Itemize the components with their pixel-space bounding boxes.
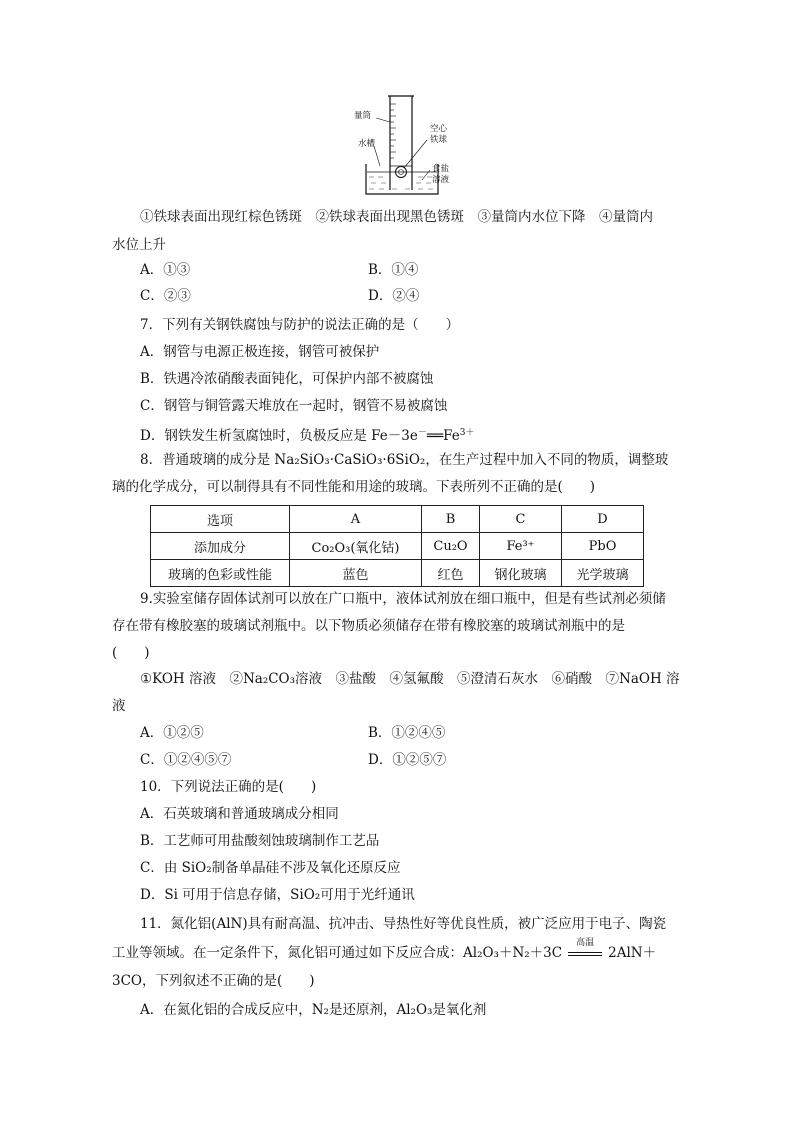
water-trough [366,164,438,194]
q9-stem-3: ( ) [112,645,150,661]
q9-option-a: A．①②⑤ [140,725,204,741]
table-cell: B [422,506,480,533]
q10-option-a: A．石英玻璃和普通玻璃成分相同 [140,806,339,822]
q9-stem-1: 9.实验室储存固体试剂可以放在广口瓶中，液体试剂放在细口瓶中，但是有些试剂必须储 [140,591,666,607]
table-cell: Fe³⁺ [480,533,562,560]
label-ball-2: 铁球 [430,135,448,145]
label-trough: 水槽 [358,139,376,149]
equals-sign: ══ [426,428,444,444]
q10-option-d: D．Si 可用于信息存储，SiO₂可用于光纤通讯 [140,887,415,903]
q9-stem-2: 存在带有橡胶塞的玻璃试剂瓶中。以下物质必须储存在带有橡胶塞的玻璃试剂瓶中的是 [112,618,625,634]
q7-option-b: B．铁遇冷浓硝酸表面钝化，可保护内部不被腐蚀 [140,371,434,387]
label-salt-2: 溶液 [432,175,450,185]
table-cell: A [290,506,422,533]
experiment-figure [352,88,452,200]
table-cell: PbO [562,533,644,560]
fe-ion: Fe [443,428,460,444]
q8-stem-1: 8．普通玻璃的成分是 Na₂SiO₃·CaSiO₃·6SiO₂，在生产过程中加入不同的物质，调整玻 [140,452,669,468]
q11-stem-1: 11．氮化铝(AlN)具有耐高温、抗冲击、导热性好等优良性质，被广泛应用于电子、陶瓷 [140,916,667,932]
q10-option-b: B．工艺师可用盐酸刻蚀玻璃制作工艺品 [140,833,380,849]
q10-stem: 10．下列说法正确的是( ) [140,779,317,795]
q6-option-a: A．①③ [140,262,191,278]
table-row [151,560,644,587]
q7-stem: 7．下列有关钢铁腐蚀与防护的说法正确的是（ ） [140,317,460,333]
fe-charge: 3＋ [459,428,475,438]
label-ball-1: 空心 [430,124,448,134]
q9-items-2: 液 [112,698,126,714]
table-row [151,506,644,533]
q7-option-c: C．钢管与铜管露天堆放在一起时，钢管不易被腐蚀 [140,398,448,414]
q8-stem-2: 璃的化学成分，可以制得具有不同性能和用途的玻璃。下表所列不正确的是( ) [112,479,596,495]
table-cell: Cu₂O [422,533,480,560]
table-cell: 钢化玻璃 [480,560,562,587]
table-cell: C [480,506,562,533]
reaction-condition: 高温 [576,938,595,948]
table-cell: 添加成分 [151,533,290,560]
q10-option-c: C．由 SiO₂制备单晶硅不涉及氧化还原反应 [140,860,401,876]
q7-option-d-pre: D．钢铁发生析氢腐蚀时，负极反应是 Fe－3e [140,428,418,444]
q7-option-d [140,424,474,445]
table-cell: Co₂O₃(氧化钴) [290,533,422,560]
q9-option-d: D．①②⑤⑦ [368,752,447,768]
q11-stem-2 [112,938,657,962]
q6-statements-2: 水位上升 [112,237,166,253]
table-cell: 选项 [151,506,290,533]
q6-option-d: D．②④ [368,288,420,304]
q11-stem-2-pre: 工业等领域。在一定条件下，氮化铝可通过如下反应合成：Al₂O₃＋N₂＋3C [112,945,563,961]
electron-charge: － [417,428,427,438]
q11-option-a: A．在氮化铝的合成反应中，N₂是还原剂，Al₂O₃是氧化剂 [140,1002,487,1018]
q9-option-c: C．①②④⑤⑦ [140,752,232,768]
table-cell: 红色 [422,560,480,587]
table-row [151,533,644,560]
q6-option-c: C．②③ [140,288,191,304]
table-cell: 蓝色 [290,560,422,587]
reaction-arrow [566,938,604,962]
q11-stem-2-post: 2AlN＋ [608,945,657,961]
q9-option-b: B．①②④⑤ [368,725,446,741]
table-cell: 玻璃的色彩或性能 [151,560,290,587]
q6-statements-1: ①铁球表面出现红棕色锈斑 ②铁球表面出现黑色锈斑 ③量筒内水位下降 ④量筒内 [140,209,653,225]
q7-option-a: A．钢管与电源正极连接，钢管可被保护 [140,344,380,360]
label-cylinder: 量筒 [354,111,372,121]
label-salt-1: 食盐 [432,164,450,174]
q6-option-b: B．①④ [368,262,419,278]
table-cell: D [562,506,644,533]
table-cell: 光学玻璃 [562,560,644,587]
q8-options-table [150,505,644,587]
q11-stem-3: 3CO，下列叙述不正确的是( ) [112,973,315,989]
q9-items-1: ①KOH 溶液 ②Na₂CO₃溶液 ③盐酸 ④氢氟酸 ⑤澄清石灰水 ⑥硝酸 ⑦NaOH 溶 [140,671,680,687]
